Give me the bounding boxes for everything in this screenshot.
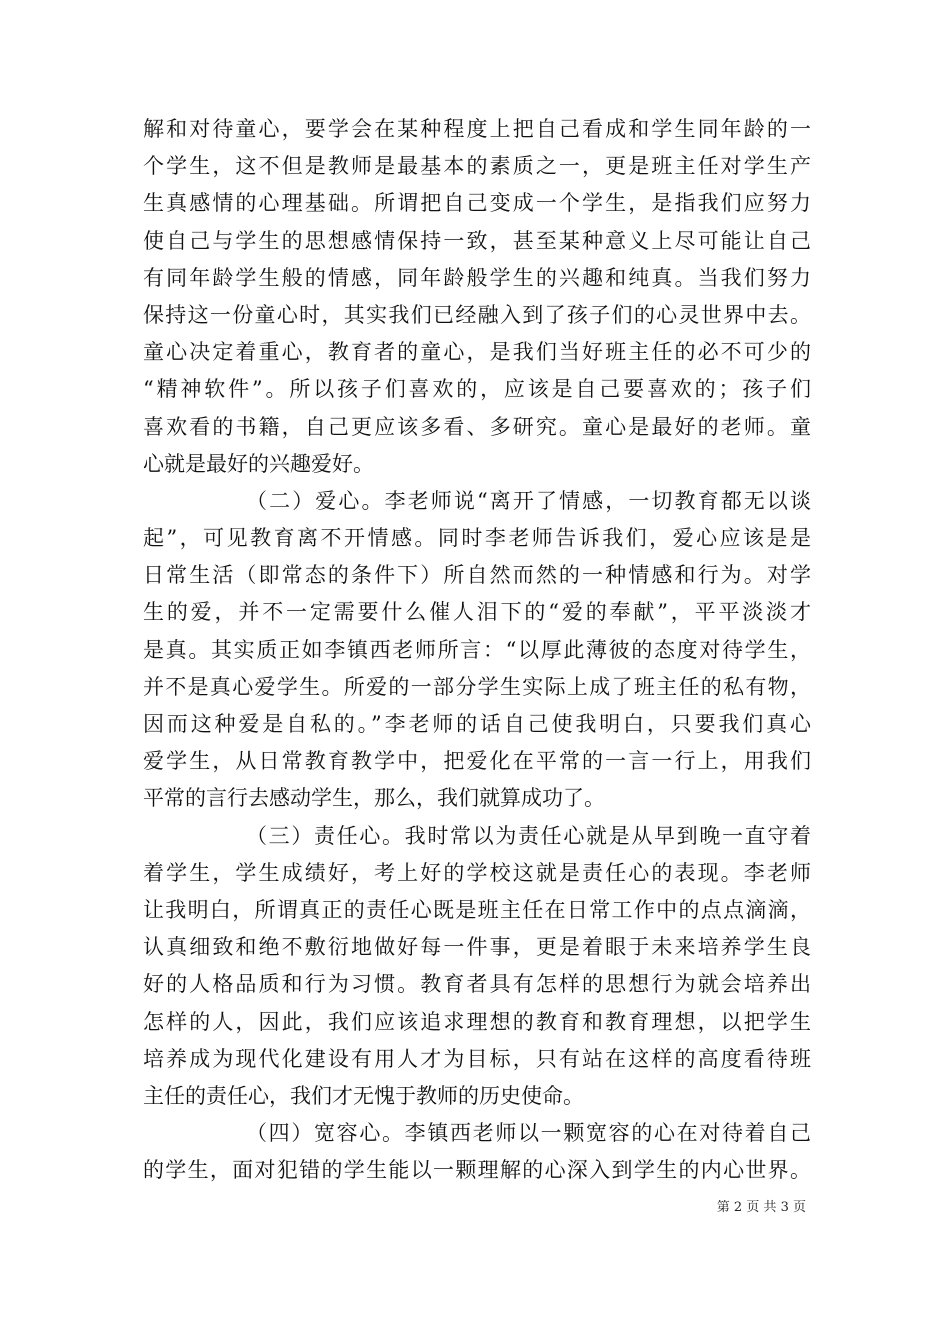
- paragraph-love: [143, 483, 811, 818]
- text-line: 童心决定着重心，教育者的童心，是我们当好班主任的必不可少的: [143, 340, 811, 365]
- text-line: 个学生，这不但是教师是最基本的素质之一，更是班主任对学生产: [143, 154, 811, 179]
- text-line: 培养成为现代化建设有用人才为目标，只有站在这样的高度看待班: [143, 1046, 811, 1071]
- text-line: 心就是最好的兴趣爱好。: [143, 451, 374, 476]
- section-heading-line: （四）宽容心。李镇西老师以一颗宽容的心在对待着自己: [246, 1121, 811, 1146]
- text-line: 喜欢看的书籍，自己更应该多看、多研究。童心是最好的老师。童: [143, 414, 811, 439]
- text-line: 有同年龄学生般的情感，同年龄般学生的兴趣和纯真。当我们努力: [143, 265, 811, 290]
- text-line: 使自己与学生的思想感情保持一致，甚至某种意义上尽可能让自己: [143, 228, 811, 253]
- text-line: 解和对待童心，要学会在某种程度上把自己看成和学生同年龄的一: [143, 117, 811, 141]
- text-line: 并不是真心爱学生。所爱的一部分学生实际上成了班主任的私有物，: [143, 674, 811, 699]
- text-line: 因而这种爱是自私的。”李老师的话自己使我明白，只要我们真心: [143, 712, 811, 736]
- text-line: 爱学生，从日常教育教学中，把爱化在平常的一言一行上，用我们: [143, 749, 811, 774]
- text-line: 平常的言行去感动学生，那么，我们就算成功了。: [143, 786, 605, 811]
- text-line: 认真细致和绝不敷衍地做好每一件事，更是着眼于未来培养学生良: [143, 935, 811, 960]
- page-number-footer: 第 2 页 共 3 页: [716, 1200, 806, 1215]
- text-line: 着学生，学生成绩好，考上好的学校这就是责任心的表现。李老师: [143, 860, 811, 885]
- text-line: 主任的责任心，我们才无愧于教师的历史使命。: [143, 1083, 584, 1108]
- text-line: 让我明白，所谓真正的责任心既是班主任在日常工作中的点点滴滴，: [143, 897, 811, 922]
- paragraph-childlike-heart: [143, 111, 811, 483]
- paragraph-tolerance: [143, 1115, 811, 1189]
- text-line: “精神软件”。所以孩子们喜欢的，应该是自己要喜欢的；孩子们: [143, 377, 811, 402]
- body-text: [143, 111, 811, 1189]
- text-line: 生的爱，并不一定需要什么催人泪下的“爱的奉献”，平平淡淡才: [143, 600, 811, 625]
- text-line: 的学生，面对犯错的学生能以一颗理解的心深入到学生的内心世界。: [143, 1158, 811, 1183]
- section-heading-line: （三）责任心。我时常以为责任心就是从早到晚一直守着: [246, 823, 811, 848]
- text-line: 好的人格品质和行为习惯。教育者具有怎样的思想行为就会培养出: [143, 972, 811, 997]
- text-line: 是真。其实质正如李镇西老师所言：“以厚此薄彼的态度对待学生，: [143, 637, 811, 662]
- text-line: 保持这一份童心时，其实我们已经融入到了孩子们的心灵世界中去。: [143, 302, 811, 327]
- paragraph-responsibility: [143, 818, 811, 1116]
- text-line: 生真感情的心理基础。所谓把自己变成一个学生，是指我们应努力: [143, 191, 811, 216]
- text-line: 怎样的人，因此，我们应该追求理想的教育和教育理想，以把学生: [143, 1009, 811, 1034]
- text-line: 起”，可见教育离不开情感。同时李老师告诉我们，爱心应该是是: [143, 526, 811, 551]
- text-line: 日常生活（即常态的条件下）所自然而然的一种情感和行为。对学: [143, 563, 811, 588]
- section-heading-line: （二）爱心。李老师说“离开了情感，一切教育都无以谈: [246, 488, 811, 513]
